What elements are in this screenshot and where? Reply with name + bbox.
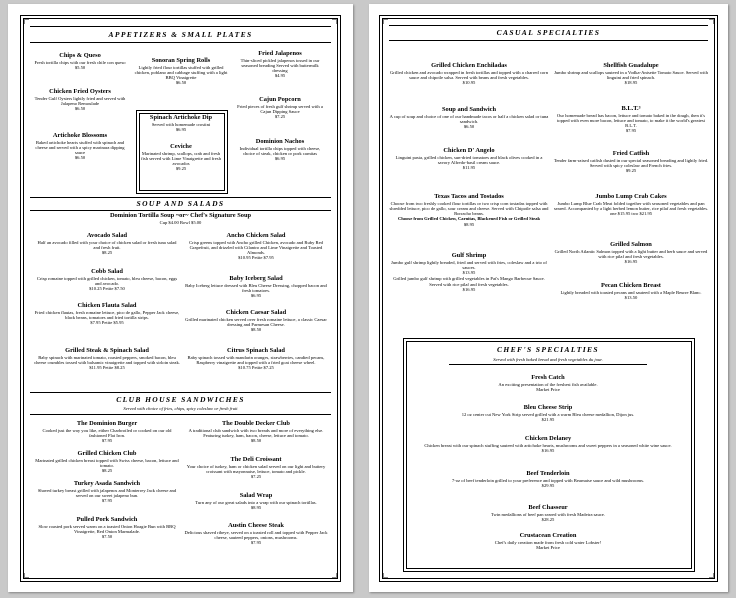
item-title: Beef Chasseur [528,504,568,511]
item-title: B.L.T.³ [621,105,641,112]
item-price: $7.50 [101,534,113,540]
item-description: 7-oz of beef tenderloin grilled to your preference and topped with Bearnaise sauce and wild mushrooms. [451,477,645,483]
item-price: $8.50 [250,327,262,333]
item-title: Gulf Shrimp [451,252,487,259]
menu-item-austin-cheese-steak [184,522,328,545]
item-description: Individual tortilla chips topped with cheese, choice of steak, chicken or pork carnitas [239,145,321,156]
item-price: Market Price [536,386,560,392]
item-description: Crisp greens topped with Ancho grilled Chicken, avocado and Ruby Red Grapefruit, and drizzled with Cilantro and Lime Vinaigrette and Toasted Almonds. [189,239,323,256]
item-description: Fresh tortilla chips with our fresh chile con queso [34,59,126,65]
chef-header: CHEF'S SPECIALTIES [497,345,599,354]
menu-item-chicken-d-angelo [389,147,549,170]
item-title: Grilled Steak & Spinach Salad [65,347,149,354]
item-price: $11.95 Petite $8.25 [89,365,125,371]
menu-item-shellfish-guadalupe [553,62,709,85]
header-rule [30,42,331,43]
menu-item-dominion-burger [34,420,180,443]
item-description: Half an avocado filled with your choice of chicken salad or fresh tuna salad and fresh fruit. [37,239,177,250]
item-title: Cajun Popcorn [259,96,301,103]
item-title: Citrus Spinach Salad [227,347,285,354]
item-title: Dominion Nachos [255,138,305,145]
item-title: Fresh Catch [531,374,565,381]
item-price: $8.50 [250,438,262,444]
item-title: Pecan Chicken Breast [601,282,661,289]
header-rule [30,26,331,27]
menu-page-right [369,4,728,592]
item-description: Fried chicken flautas, fresh romaine lettuce, pico de gallo, Pepper Jack cheese, black beans, tomatoes and fried tortilla strips. [34,309,180,320]
item-price: $4.95 [274,73,286,79]
item-description: Baby spinach tossed with mandarin oranges, strawberries, candied pecans, Raspberry vinaigrette and topped with a fried goat cheese wheel. [187,354,325,365]
chef-subtitle: Served with fresh baked bread and fresh vegetables du jour. [493,357,603,362]
item-title: Turkey Asada Sandwich [73,480,141,487]
item-title: Pulled Pork Sandwich [76,516,138,523]
menu-item-blt [553,105,709,134]
item-price: $7.25 [274,114,286,120]
menu-item-pecan-chicken [553,282,709,300]
menu-item-chicken-flauta-salad [34,302,180,325]
item-price: $6.95 [250,293,262,299]
item-price: $7.25 [250,474,262,480]
corner-mark [24,19,29,24]
menu-item-gulf-shrimp [389,252,549,292]
item-price: $8.25 [101,468,113,474]
menu-item-chips-queso [34,52,126,70]
menu-item-dominion-nachos [234,138,326,161]
corner-mark [332,19,337,24]
item-price: $11.95 [462,165,476,171]
menu-item-chicken-fried-oysters [32,88,128,111]
item-description: Jumbo Lump Blue Crab Meat folded together with seasoned vegetables and pan seared. Accompanied by a light herbed lemon butter, rice pilaf and fresh vegetables. [553,200,709,211]
item-price: $10.95 Petite $7.95 [238,255,274,261]
menu-item-spinach-artichoke-dip [140,114,222,132]
club-header: CLUB HOUSE SANDWICHES [116,395,245,404]
menu-item-crustacean-creation [413,532,683,550]
item-price: $6.50 [463,124,475,130]
item-title: Avocado Salad [86,232,128,239]
header-rule [30,210,331,211]
item-title: Chicken Delaney [524,435,572,442]
item-title: Bleu Cheese Strip [523,404,573,411]
item-title: Grilled Chicken Enchiladas [431,62,507,69]
menu-item-cajun-popcorn [236,96,324,119]
item-description: Tender farm-raised catfish dusted in our special seasoned breading and lightly fried. Served with spicy coleslaw and French fries. [553,157,709,168]
item-price: $5.50 [74,64,86,70]
item-choices: Choose from Grilled Chicken, Carnitas, Blackened Fish or Grilled Steak [397,216,541,222]
item-description: 12 oz center cut New York Strip served grilled with a warm Bleu cheese medallion, Dijon jus. [461,411,635,417]
menu-item-crab-cakes [553,193,709,216]
menu-item-deli-croissant [184,456,328,479]
item-price: Market Price [536,544,560,550]
item-title: Artichoke Blossoms [52,132,108,139]
item-price: $6.50 [74,106,86,112]
item-title: Chips & Queso [59,52,101,59]
item-price: $6.50 [175,80,187,86]
item-description: Chef's daily creation made from fresh cold water Lobster! [494,539,602,545]
item-description: Thin-sliced pickled jalapenos tossed in our seasoned breading Served with buttermilk dressing [240,57,320,74]
item-description: Crisp romaine topped with grilled chicken, tomato, bleu cheese, bacon, eggs and avocado. [36,275,178,286]
item-description: An exciting presentation of the freshest fish available. [498,381,598,387]
item-price: $28.25 [541,516,555,522]
item-price: $8.95 [250,504,262,510]
item-title: Chicken Fried Oysters [49,88,111,95]
menu-item-fried-catfish [553,150,709,173]
item-description: Served with homemade crostini [151,121,211,127]
menu-item-bleu-cheese-strip [413,404,683,422]
item-description: Jumbo shrimp and scallops sauteed in a Vodka-Anisette Tomato Sauce. Served with linguini and fried spinach. [554,69,708,80]
item-title: The Double Decker Club [222,420,290,427]
item-description: Lightly breaded with toasted pecans and sauteed with a Maple Beurre Blanc. [560,289,702,295]
item-description: A cup of soup and choice of one of our handmade tacos or half a chicken salad or tuna sandwich. [389,113,549,124]
header-rule [30,414,331,415]
item-title: Salad Wrap [239,492,273,499]
menu-item-artichoke-blossoms [32,132,128,161]
item-title: Cobb Salad [91,268,123,275]
item-price: $7.95 [625,128,637,134]
soup-prices: Cup $4.00 Bowl $5.00 [159,219,202,225]
menu-item-fried-jalapenos [234,50,326,79]
menu-item-citrus-spinach-salad [184,347,328,370]
item-description: Cooked just the way you like, either Charbroiled or cooked on our old fashioned Flat Iron. [42,427,172,438]
item-title: Fried Jalapenos [258,50,302,57]
item-description: Fried pieces of fresh gulf shrimp served with a Cajun Dipping Sauce [237,103,323,114]
item-title: Jumbo Lump Crab Cakes [595,193,667,200]
item-title: Grilled Chicken Club [77,450,137,457]
item-price: $6.50 [74,155,86,161]
item-price: $7.95 [101,498,113,504]
corner-mark [332,573,337,578]
item-description: Marinated grilled chicken breast topped with Swiss cheese, bacon, lettuce and tomato. [35,457,179,468]
soups-header: SOUP AND SALADS [136,199,225,208]
club-subtitle: Served with choice of fries, chips, spicy coleslaw or fresh fruit [123,406,238,411]
item-title: Baby Iceberg Salad [229,275,283,282]
item-price: $10.95 [462,80,476,86]
menu-item-chicken-caesar-salad [184,309,328,332]
header-rule [389,40,708,41]
item-title: Chicken Caesar Salad [225,309,287,316]
item-title: Beef Tenderloin [526,470,570,477]
item-price: $16.95 [624,259,638,265]
menu-item-fresh-catch [413,374,683,392]
item-description: Chicken breast with our spinach stuffing sauteed with artichoke hearts, mushrooms and sweet peppers in a seasoned white wine sauce. [424,442,672,448]
item-description: Turn any of our great salads into a wrap with our spinach tortillas. [195,499,317,505]
item-description: Jumbo gulf shrimp lightly breaded, fried and served with fries, coleslaw and a trio of sauces. [391,259,547,270]
menu-item-steak-spinach-salad [34,347,180,370]
item-price: $10.25 Petite $7.50 [89,286,125,292]
item-description: Baby spinach with marinated tomato, roasted peppers, smoked bacon, bleu cheese crumbles tossed with balsamic vinaigrette and topped with sirloin steak. [34,354,180,365]
item-price: $7.95 [101,438,113,444]
item-description: Delicious shaved ribeye, served on a toasted roll and topped with Pepper Jack cheese, sauteed peppers, onions, mushrooms. [184,529,328,540]
corner-mark [383,19,388,24]
menu-page-left [8,4,353,592]
item-title: Chicken D' Angelo [443,147,495,154]
item-price: one $15.95 two $21.95 [609,211,653,217]
menu-item-texas-tacos [389,193,549,227]
menu-item-soup-sandwich [389,106,549,129]
menu-item-pulled-pork [34,516,180,539]
menu-item-beef-tenderloin [413,470,683,488]
item-price: $10.75 Petite $7.25 [238,365,274,371]
item-price: $8.25 [101,250,113,256]
item-price: $7.95 Petite $5.95 [90,320,124,326]
item-price: $16.95 [541,447,555,453]
item-description: Choose from two freshly cooked flour tortillas or two crisp corn tostadas topped with shredded lettuce, pico de gallo, sour cream and cheese. Served with Chipotle salsa and Borracho beans. [389,200,549,217]
soup-line-text: Dominion Tortilla Soup ~or~ Chef's Signature Soup [109,212,252,219]
item-title: Austin Cheese Steak [228,522,284,529]
item-description: Slow roasted pork served warm on a toasted Onion Hoagie Bun with BBQ Vinaigrette, Red Onion Marmalade. [38,523,176,534]
item-description-alt: Grilled jumbo gulf shrimp with grilled vegetables in Pat's Mango Barbecue Sauce. Served with rice pilaf and fresh vegetables. [393,276,545,287]
item-title: The Dominion Burger [76,420,138,427]
item-price-alt: $16.95 [462,286,476,292]
menu-item-chicken-enchiladas [389,62,549,85]
item-price: $8.95 [463,221,475,227]
menu-item-cobb-salad [34,268,180,291]
item-description: Our homemade bread has bacon, lettuce and tomato baked in the dough, then it's topped with even more bacon, lettuce and tomato, to make it the world's greatest B.L.T. [556,112,706,129]
menu-item-avocado-salad [34,232,180,255]
corner-mark [383,573,388,578]
item-title: Sonoran Spring Rolls [151,57,211,64]
soup-line [38,212,323,225]
item-description: A traditional club sandwich with two breads and more of everything else. Featuring turkey, ham, bacon, cheese, lettuce and tomato. [188,427,324,438]
item-description: Your choice of turkey, ham or chicken salad served on our light and buttery croissant with mayonnaise, lettuce, tomato and pickle. [186,463,326,474]
item-title: Soup and Sandwich [442,106,496,113]
menu-item-ancho-chicken-salad [184,232,328,261]
header-rule [30,392,331,393]
item-description: Twin medallions of beef pan seared with fresh Madeira sauce. [491,511,605,517]
menu-item-chicken-delaney [413,435,683,453]
item-title: Crustacean Creation [519,532,577,539]
item-title: Chicken Flauta Salad [77,302,137,309]
corner-mark [24,573,29,578]
header-rule [389,25,708,26]
appetizers-header: APPETIZERS & SMALL PLATES [108,30,253,39]
item-price: $9.25 [175,166,187,172]
header-rule [30,197,331,198]
menu-item-salad-wrap [184,492,328,510]
item-price: $21.95 [541,416,555,422]
item-description: Shaved turkey breast grilled with jalapenos and Monterrey Jack cheese and served on our sweet jalapeno bun. [37,487,177,498]
item-title: Ancho Chicken Salad [226,232,286,239]
menu-item-ceviche [140,143,222,172]
item-price: $29.95 [541,482,555,488]
casual-header: CASUAL SPECIALTIES [496,28,601,37]
item-description: Baked artichoke hearts stuffed with spinach and cheese and served with a spicy marinara dipping sauce [35,139,125,156]
menu-item-grilled-salmon [553,241,709,264]
item-title: Texas Tacos and Tostados [434,193,504,200]
menu-item-baby-iceberg-salad [184,275,328,298]
item-price: $18.95 [624,80,638,86]
item-description: Linguini pasta, grilled chicken, sun-dried tomatoes and black olives cooked in a savory Alfredo-basil cream sauce. [395,154,543,165]
item-description: Lightly fried flour tortillas stuffed with grilled chicken, poblano and cabbage stuffing with a light BBQ Vinaigrette [134,64,228,81]
corner-mark [709,573,714,578]
menu-item-sonoran-spring-rolls [132,57,230,86]
item-description: Grilled marinated chicken served over fresh romaine lettuce, a classic Caesar dressing and Parmesan Cheese. [185,316,327,327]
item-price: $6.95 [175,126,187,132]
item-price: $7.95 [250,540,262,546]
menu-item-double-decker [184,420,328,443]
menu-item-beef-chasseur [413,504,683,522]
item-description: Baby Iceberg lettuce dressed with Bleu Cheese Dressing, chopped bacon and fresh tomatoes. [185,282,327,293]
item-title: Spinach Artichoke Dip [149,114,213,121]
item-title: Grilled Salmon [610,241,652,248]
item-price: $6.95 [274,156,286,162]
menu-item-grilled-chicken-club [34,450,180,473]
menu-item-turkey-asada [34,480,180,503]
item-title: Shellfish Guadalupe [603,62,659,69]
item-title: Fried Catfish [612,150,650,157]
item-price: $9.25 [625,168,637,174]
header-rule [449,364,647,365]
item-title: The Deli Croissant [230,456,282,463]
item-description: Marinated shrimp, scallops, crab and fresh fish served with Lime Vinaigrette and fresh avocados [141,150,221,167]
item-description: Tender Gulf Oysters lightly fried and served with Jalapeno Remoulade [34,95,126,106]
item-title: Ceviche [170,143,192,150]
item-price: $13.95 [462,270,476,276]
item-description: Grilled chicken and avocado wrapped in fresh tortillas and topped with a charred corn sauce and chipotle salsa. Served with beans and fresh vegetables. [389,69,549,80]
item-description: Grilled North Atlantic Salmon topped with a light butter and herb sauce and served with rice pilaf and fresh vegetables. [554,248,708,259]
corner-mark [709,19,714,24]
item-price: $13.50 [624,294,638,300]
